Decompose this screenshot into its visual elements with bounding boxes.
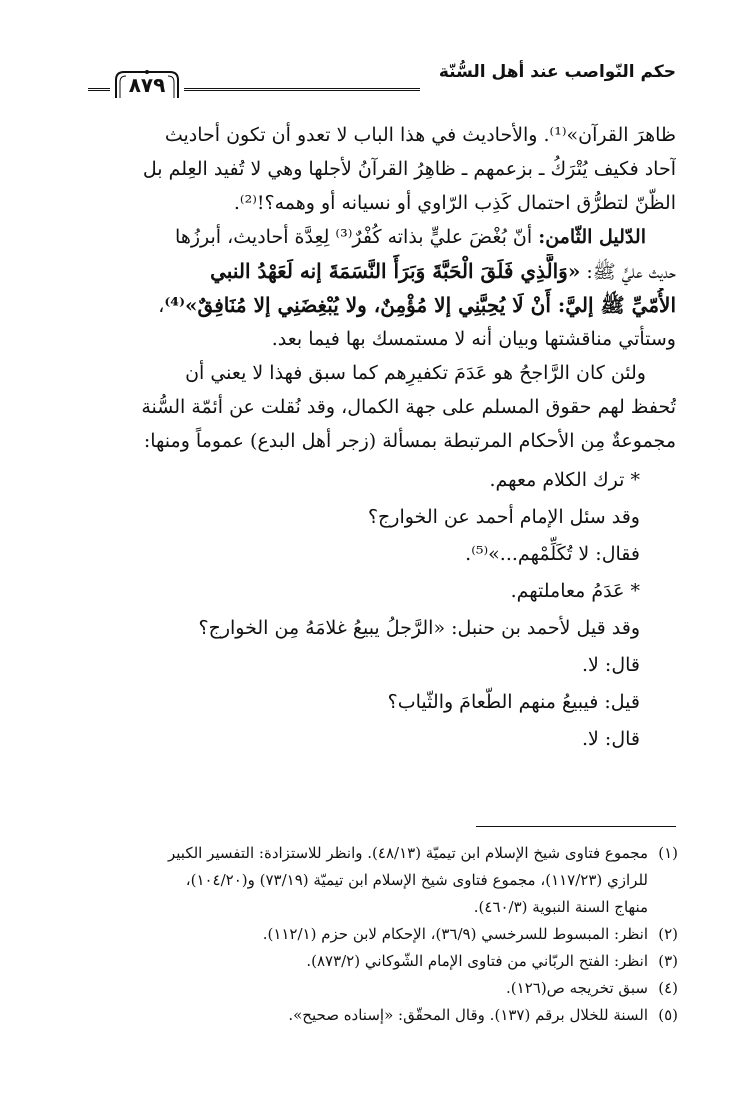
hadith-comma: ، bbox=[158, 295, 165, 317]
paragraph-line: ولئن كان الرَّاجحُ هو عَدَمَ تكفيرِهم كما سبق فهذا لا يعني أن bbox=[185, 362, 646, 384]
hadith-line bbox=[86, 288, 676, 322]
paragraph-line: وستأتي مناقشتها وبيان أنه لا مستمسك بها فيما بعد. bbox=[271, 328, 676, 350]
footnote-separator bbox=[476, 826, 676, 827]
footnote-text: مجموع فتاوى شيخ الإسلام ابن تيميّة (٤٨/١٣). وانظر للاستزادة: التفسير الكبير bbox=[168, 844, 648, 862]
footnote bbox=[84, 1002, 678, 1029]
footnotes bbox=[84, 840, 678, 1029]
hadith-text: «وَالَّذِي فَلَقَ الْحَبَّةَ وَبَرَأَ النَّسَمَةَ إنه لَعَهْدُ النبي bbox=[210, 259, 581, 283]
header-title: حكم النّواصب عند أهل السُّنّة bbox=[438, 62, 676, 82]
footnote-text: للرازي (١١٧/٢٣)، مجموع فتاوى شيخ الإسلام ابن تيميّة (٧٣/١٩) و(١٠٤/٢٠)، bbox=[185, 871, 648, 889]
paragraph-line: آحاد فكيف يُتْرَكُ ـ بزعمهم ـ ظاهِرُ القرآنُ لأجلها وهي لا تُفيد العِلم بل bbox=[142, 158, 676, 180]
footnote bbox=[84, 975, 678, 1002]
hadith-intro: حديث عليٍّ ﷺ: bbox=[580, 261, 676, 283]
footnote-number: (٥) bbox=[658, 1006, 678, 1024]
footnote-text: السنة للخلال برقم (١٣٧). وقال المحقّق: «إسناده صحيح». bbox=[288, 1006, 648, 1024]
list-item: * ترك الكلام معهم. bbox=[489, 469, 640, 491]
header-rule-right bbox=[184, 88, 420, 91]
footnote-number: (١) bbox=[658, 844, 678, 862]
paragraph-line: تُحفظ لهم حقوق المسلم على جهة الكمال، وقد نُقلت عن أئمّة السُّنة bbox=[141, 396, 676, 418]
page-number-frame bbox=[112, 68, 182, 102]
header-rule-left bbox=[88, 88, 110, 91]
list-item: قال: لا. bbox=[582, 654, 640, 676]
footnote-number: (٣) bbox=[658, 952, 678, 970]
footnote bbox=[84, 921, 678, 948]
running-header bbox=[88, 58, 676, 110]
evidence-label: الدّليل الثّامن: bbox=[538, 226, 646, 248]
footnote-text: انظر: الفتح الربّاني من فتاوى الإمام الشّوكاني (٨٧٣/٢). bbox=[306, 952, 648, 970]
list-item: قال: لا. bbox=[582, 728, 640, 750]
page-number: ٨٧٩ bbox=[128, 73, 166, 97]
footnote-text: انظر: المبسوط للسرخسي (٣٦/٩)، الإحكام لابن حزم (١١٢/١). bbox=[262, 925, 648, 943]
footnote-number: (٤) bbox=[658, 979, 678, 997]
evidence-text: أنّ بُغْضَ عليٍّ بذاته كُفْرٌ⁽³⁾ لِعِدَّة أحاديث، أبرزُها bbox=[175, 226, 539, 248]
footnote-text: منهاج السنة النبوية (٤٦٠/٣). bbox=[473, 898, 648, 916]
paragraph-line: الظّنّ لتطرُّق احتمال كَذِب الرّاوي أو نسيانه أو وهمه؟!⁽²⁾. bbox=[233, 192, 676, 214]
list-item: وقد سئل الإمام أحمد عن الخوارج؟ bbox=[367, 506, 640, 528]
list-item: وقد قيل لأحمد بن حنبل: «الرَّجلُ يبيعُ غلامَهُ مِن الخوارج؟ bbox=[198, 617, 640, 639]
hadith-line bbox=[86, 254, 676, 288]
list-item: * عَدَمُ معاملتهم. bbox=[510, 580, 640, 602]
footnote-text: سبق تخريجه ص(١٢٦). bbox=[506, 979, 648, 997]
list-item: قيل: فيبيعُ منهم الطّعامَ والثّياب؟ bbox=[387, 691, 640, 713]
main-text bbox=[86, 118, 676, 758]
list-item: فقال: لا تُكَلِّمْهم...»⁽⁵⁾. bbox=[465, 543, 640, 565]
paragraph-line: ظاهرَ القرآن»⁽¹⁾. والأحاديث في هذا الباب لا تعدو أن تكون أحاديث bbox=[164, 124, 676, 146]
paragraph-line: مجموعةٌ مِن الأحكام المرتبطة بمسألة (زجر أهل البدع) عموماً ومنها: bbox=[143, 430, 676, 452]
evidence-heading-line bbox=[86, 220, 676, 254]
footnote bbox=[84, 948, 678, 975]
footnote bbox=[84, 840, 678, 867]
hadith-text: الأُمّيِّ ﷺ إليَّ: أَنْ لَا يُحِبَّنِي إلا مُؤْمِنٌ، ولا يُبْغِضَنِي إلا مُنَافِقٌ»⁽⁴⁾ bbox=[164, 293, 676, 317]
footnote-number: (٢) bbox=[658, 925, 678, 943]
